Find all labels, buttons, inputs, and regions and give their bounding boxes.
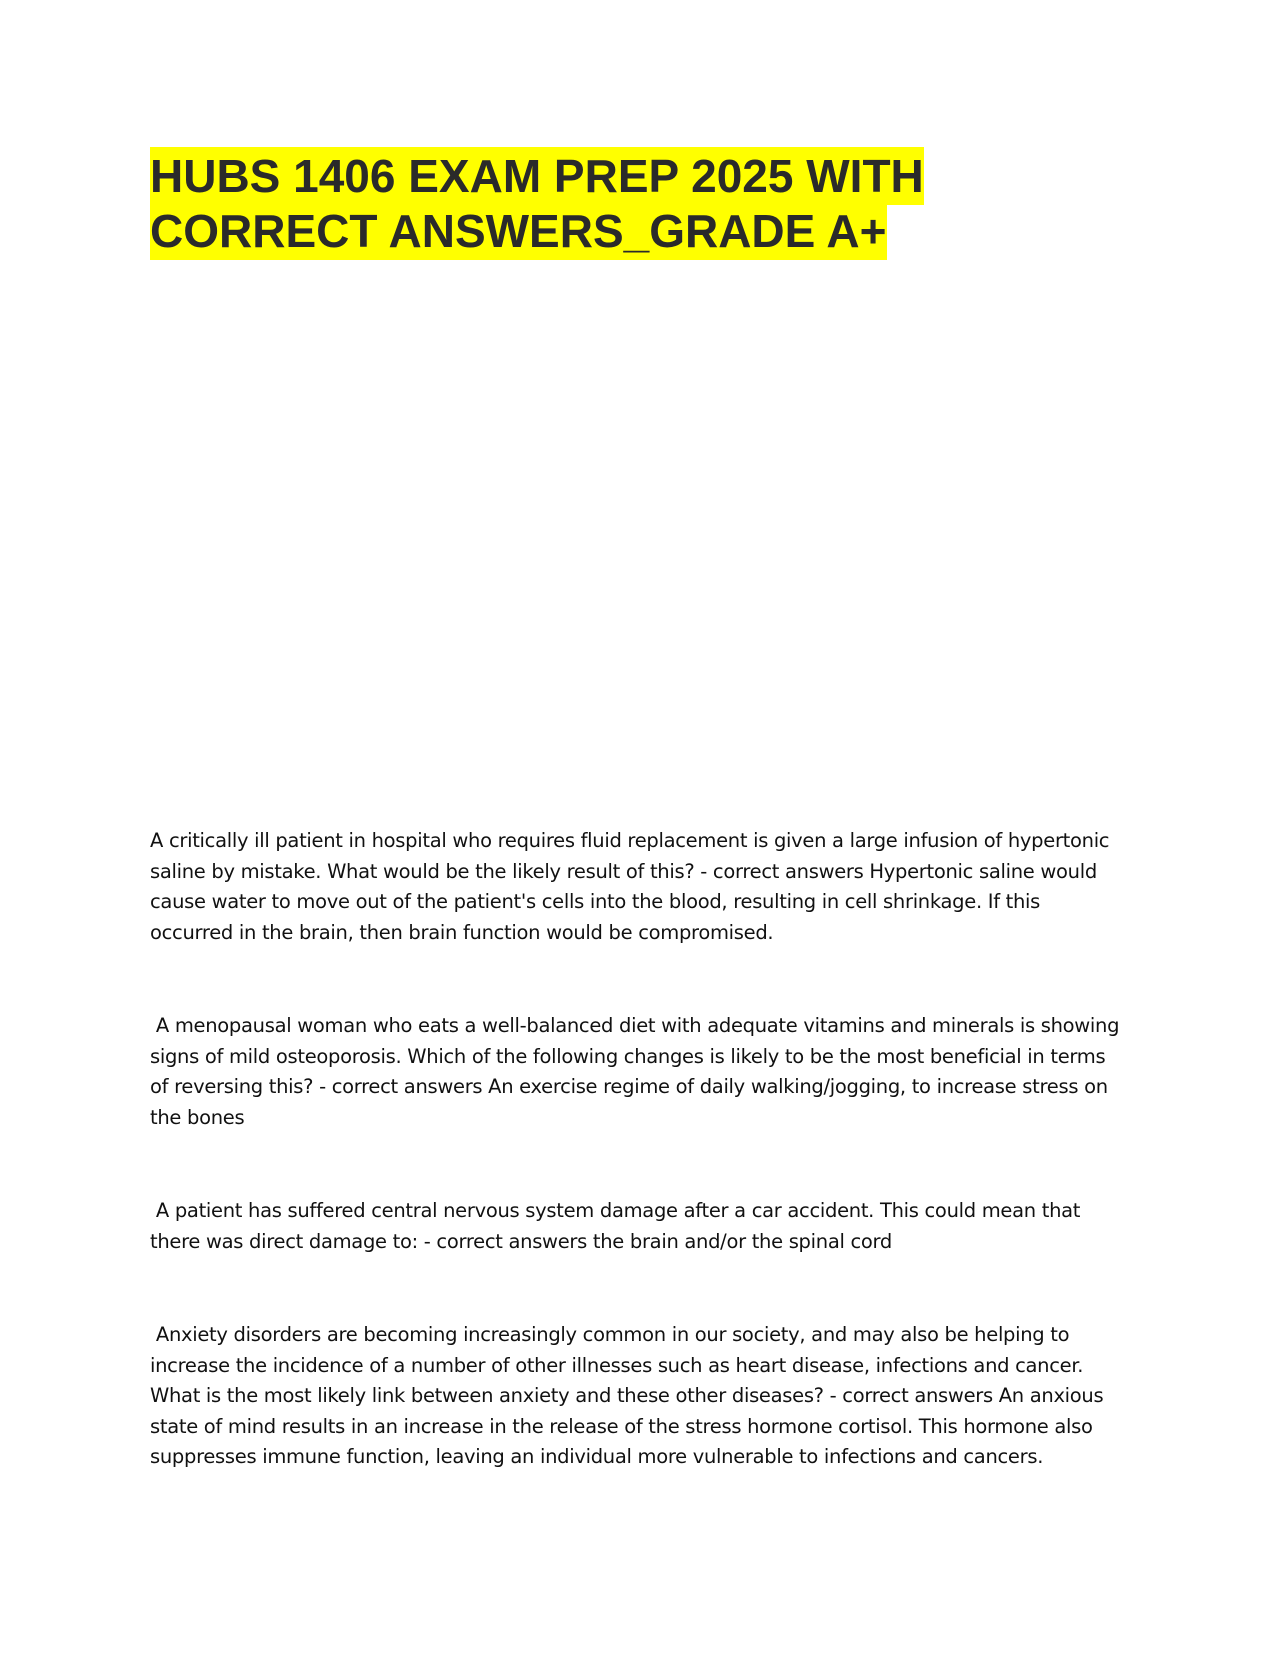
question-answer-3: A patient has suffered central nervous system damage after a car accident. This could mean that there was direct damage to: - correct answers the brain and/or the spinal cord: [150, 1199, 1087, 1253]
question-answer-1: A critically ill patient in hospital who requires fluid replacement is given a large infusion of hypertonic saline by mistake. What would be the likely result of this? - correct answers Hypertonic saline would cause water to move out of the patient's cells into the blood, resulting in cell shrinkage. If this occurred in the brain, then brain function would be compromised.: [150, 829, 1116, 944]
title-highlight: HUBS 1406 EXAM PREP 2025 WITH CORRECT ANSWERS_GRADE A+: [150, 147, 924, 260]
question-answer-4: Anxiety disorders are becoming increasingly common in our society, and may also be helping to increase the incidence of a number of other illnesses such as heart disease, infections and cancer. What is the most likely link between anxiety and these other diseases? - correct answers An anxious state of mind results in an increase in the release of the stress hormone cortisol. This hormone also suppresses immune function, leaving an individual more vulnerable to infections and cancers.: [150, 1323, 1110, 1468]
document-title: [150, 149, 1030, 259]
question-answer-2: A menopausal woman who eats a well-balanced diet with adequate vitamins and minerals is showing signs of mild osteoporosis. Which of the following changes is likely to be the most beneficial in terms of reversing this? - correct answers An exercise regime of daily walking/jogging, to increase stress on the bones: [150, 1014, 1126, 1129]
